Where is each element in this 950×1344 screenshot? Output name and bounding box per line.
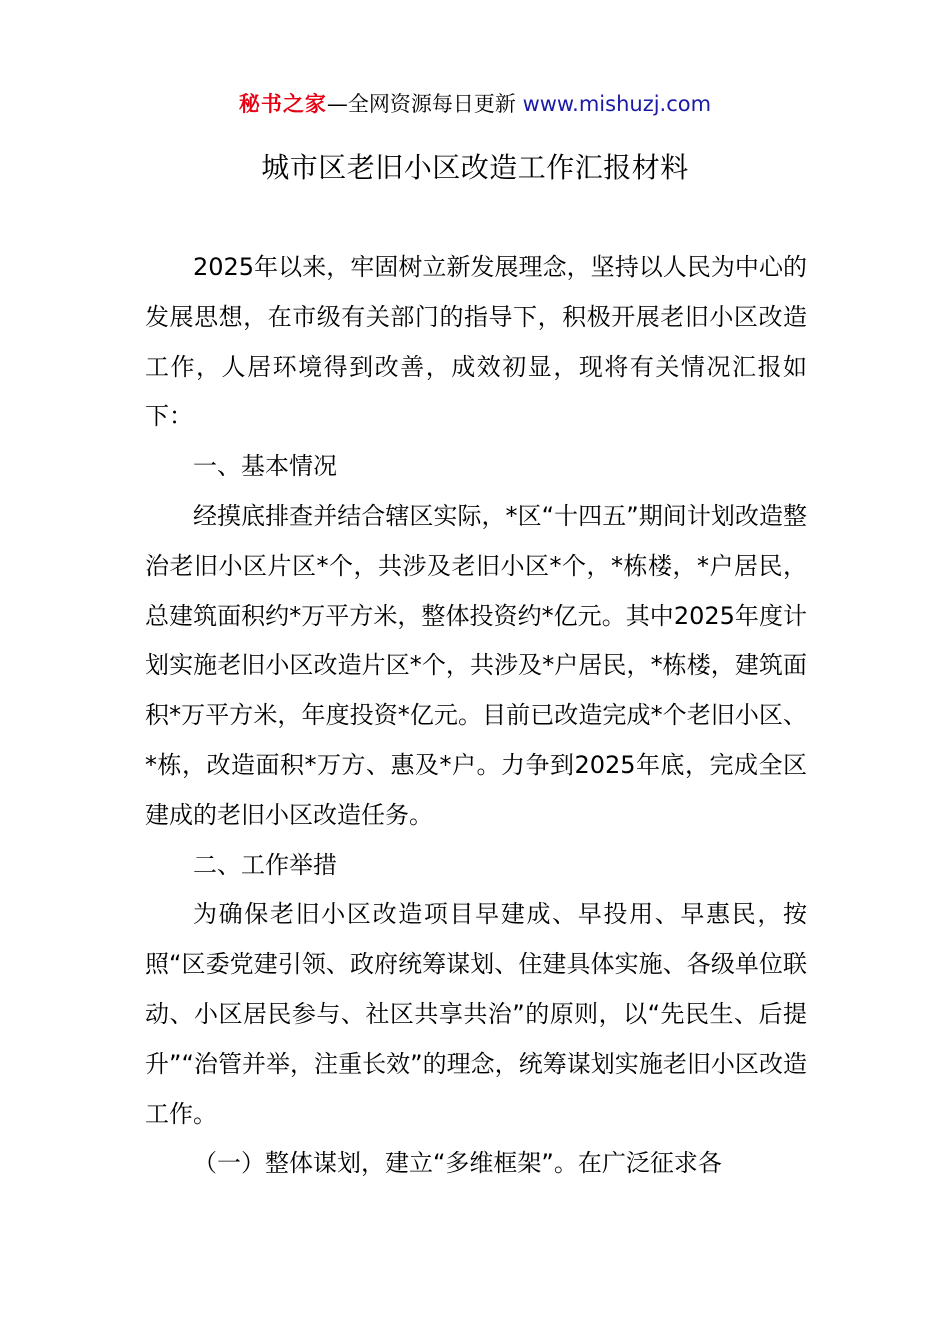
subsection-paragraph-1: （一）整体谋划，建立“多维框架”。在广泛征求各 xyxy=(193,1149,722,1178)
header-slogan: —全网资源每日更新 xyxy=(326,92,523,116)
document-body xyxy=(145,243,807,1189)
intro-paragraph: 2025年以来，牢固树立新发展理念，坚持以人民为中心的发展思想，在市级有关部门的指导下，积极开展老旧小区改造工作，人居环境得到改善，成效初显，现将有关情况汇报如下： xyxy=(145,253,807,431)
section-heading-basic-situation: 一、基本情况 xyxy=(193,452,337,481)
site-header xyxy=(0,88,950,120)
basic-situation-paragraph: 经摸底排查并结合辖区实际，*区“十四五”期间计划改造整治老旧小区片区*个，共涉及老旧小区*个，*栋楼，*户居民，总建筑面积约*万平方米，整体投资约*亿元。其中2025年度计划实施老旧小区改造片区*个，共涉及*户居民，*栋楼，建筑面积*万平方米，年度投资*亿元。目前已改造完成*个老旧小区、*栋，改造面积*万方、惠及*户。力争到2025年底，完成全区建成的老旧小区改造任务。 xyxy=(145,501,807,829)
work-measures-paragraph: 为确保老旧小区改造项目早建成、早投用、早惠民，按照“区委党建引领、政府统筹谋划、住建具体实施、各级单位联动、小区居民参与、社区共享共治”的原则，以“先民生、后提升”“治管并举，注重长效”的理念，统筹谋划实施老旧小区改造工作。 xyxy=(145,900,807,1128)
site-url-link[interactable]: www.mishuzj.com xyxy=(522,92,712,116)
section-heading-work-measures: 二、工作举措 xyxy=(193,850,337,879)
document-title: 城市区老旧小区改造工作汇报材料 xyxy=(261,151,689,184)
brand-name: 秘书之家 xyxy=(238,92,327,116)
